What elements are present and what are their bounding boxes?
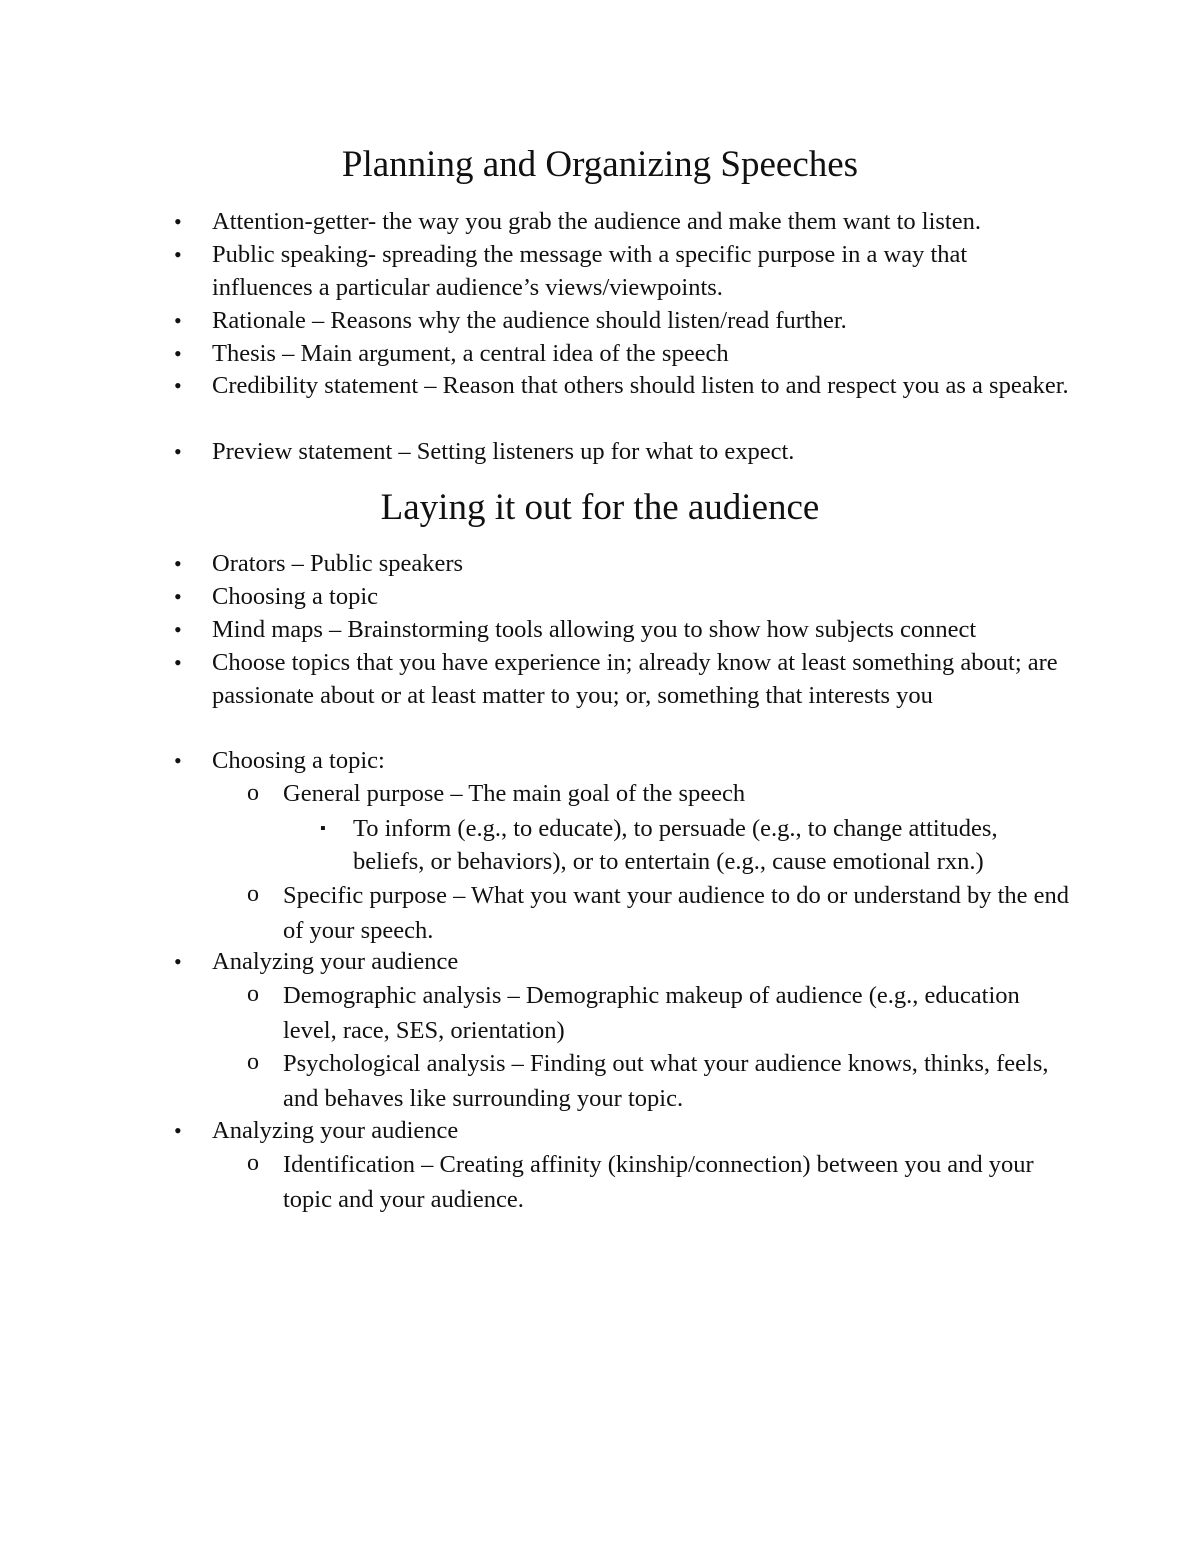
bullet-icon: • [174, 584, 182, 609]
bullet-icon: • [174, 650, 182, 675]
list-item: Rationale – Reasons why the audience should listen/read further. [212, 307, 847, 334]
sub-sub-list-item: To inform (e.g., to educate), to persuade (e.g., to change attitudes, beliefs, or behaviors), or to entertain (e.g., cause emotional rxn.) [353, 815, 998, 875]
bullet-icon: • [174, 308, 182, 333]
section-title-laying-out: Laying it out for the audience [380, 487, 820, 528]
list-item: Analyzing your audience [212, 948, 459, 975]
circle-bullet-icon: o [247, 780, 259, 806]
bullet-icon: • [174, 949, 182, 974]
list-item: Analyzing your audience [212, 1117, 459, 1144]
list-item: Choose topics that you have experience in; already know at least something about; are passionate about or at least matter to you; or, something that interests you [212, 649, 1058, 709]
list-item: Orators – Public speakers [212, 550, 464, 577]
sub-list-item: Demographic analysis – Demographic makeup of audience (e.g., education level, race, SES, orientation) [283, 982, 1020, 1044]
bullet-icon: • [174, 242, 182, 267]
bullet-icon: • [174, 439, 182, 464]
circle-bullet-icon: o [247, 1150, 259, 1176]
bullet-icon: • [174, 551, 182, 576]
sub-list-item: General purpose – The main goal of the speech [283, 780, 746, 807]
sub-list-item: Specific purpose – What you want your audience to do or understand by the end of your speech. [283, 882, 1070, 944]
list-item: Choosing a topic [212, 583, 379, 610]
list-item: Thesis – Main argument, a central idea of the speech [212, 340, 729, 367]
list-item: Attention-getter- the way you grab the audience and make them want to listen. [212, 208, 981, 235]
circle-bullet-icon: o [247, 881, 259, 907]
circle-bullet-icon: o [247, 981, 259, 1007]
circle-bullet-icon: o [247, 1049, 259, 1075]
list-item: Choosing a topic: [212, 747, 385, 774]
bullet-icon: • [174, 748, 182, 773]
list-item: Mind maps – Brainstorming tools allowing you to show how subjects connect [212, 616, 977, 643]
sub-list-item: Identification – Creating affinity (kinship/connection) between you and your topic and your audience. [283, 1151, 1034, 1213]
square-bullet-icon: ▪ [320, 820, 326, 837]
list-item: Public speaking- spreading the message with a specific purpose in a way that influences a particular audience’s views/viewpoints. [212, 241, 968, 301]
bullet-icon: • [174, 341, 182, 366]
bullet-icon: • [174, 209, 182, 234]
section-title-planning: Planning and Organizing Speeches [341, 144, 859, 185]
sub-list-item: Psychological analysis – Finding out what your audience knows, thinks, feels, and behaves like surrounding your topic. [283, 1050, 1049, 1112]
bullet-icon: • [174, 617, 182, 642]
bullet-icon: • [174, 373, 182, 398]
list-item: Preview statement – Setting listeners up for what to expect. [212, 438, 795, 465]
list-item: Credibility statement – Reason that others should listen to and respect you as a speaker. [212, 372, 1069, 399]
bullet-icon: • [174, 1118, 182, 1143]
